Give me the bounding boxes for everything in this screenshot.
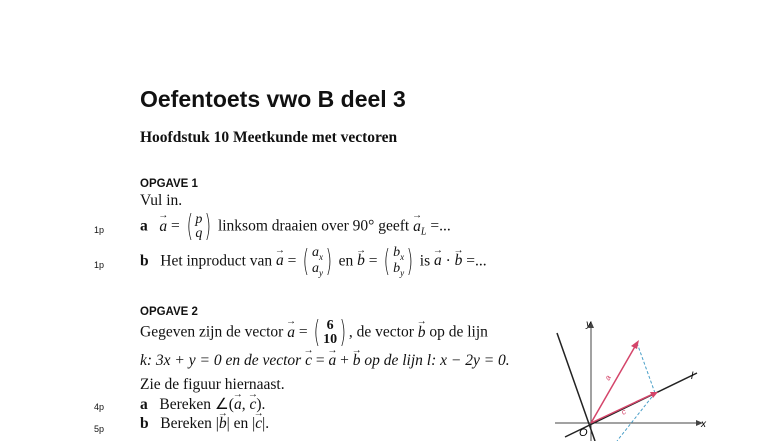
y-label: y <box>586 319 591 330</box>
opgave-1-heading: OPGAVE 1 <box>140 178 198 190</box>
tail: =... <box>430 217 451 235</box>
question-2b: b Bereken |→ b| en |→ c|. <box>140 415 269 433</box>
dashed-line-2 <box>617 393 655 441</box>
vector-pq: p q <box>195 212 203 241</box>
a-label: a <box>602 373 613 382</box>
points-2a: 4p <box>94 402 105 412</box>
question-1b: b Het inproduct van → a = ( $a_x$ $a_y$ ) en → b = ( $b_x$ $b_y$ ) is → a · → b =... <box>140 246 487 278</box>
vector-a: → a <box>159 218 167 236</box>
vector-a-L: → a <box>413 218 421 236</box>
c-label: c <box>620 406 628 417</box>
rotate-text: linksom draaien over 90° geeft <box>217 217 410 235</box>
points-1a: 1p <box>94 225 105 235</box>
vector-a-head <box>631 340 639 349</box>
opgave-1-intro: Vul in. <box>140 192 183 209</box>
opgave-2-heading: OPGAVE 2 <box>140 306 198 318</box>
opgave-2-line1: Gegeven zijn de vector → a = ( 6 10 ) , de vector → b op de lijn <box>140 318 488 348</box>
points-1b: 1p <box>94 260 105 270</box>
question-letter: a <box>140 217 148 235</box>
opgave-2-line3: Zie de figuur hiernaast. <box>140 376 285 393</box>
x-label: x <box>701 419 706 430</box>
vector-a-arrow <box>591 343 637 423</box>
dashed-line-1 <box>637 343 655 393</box>
question-1a: a → a = ( p q ) linksom draaien over 90° geeft → $a_L$ =... <box>140 212 451 242</box>
chapter-heading: Hoofdstuk 10 Meetkunde met vectoren <box>140 129 398 146</box>
opgave-2-line2: k: 3x + y = 0 en de vector → c = → a + → b op de lijn l: x − 2y = 0. <box>140 352 510 370</box>
l-label: l <box>691 371 694 382</box>
points-2b: 5p <box>94 424 105 434</box>
origin-label: O <box>579 427 588 439</box>
question-letter: b <box>140 252 149 270</box>
vector-figure <box>555 315 784 441</box>
question-2a: a Bereken ∠(→ a, → c). <box>140 395 265 414</box>
page-title: Oefentoets vwo B deel 3 <box>140 86 406 112</box>
equals: = <box>171 217 180 235</box>
